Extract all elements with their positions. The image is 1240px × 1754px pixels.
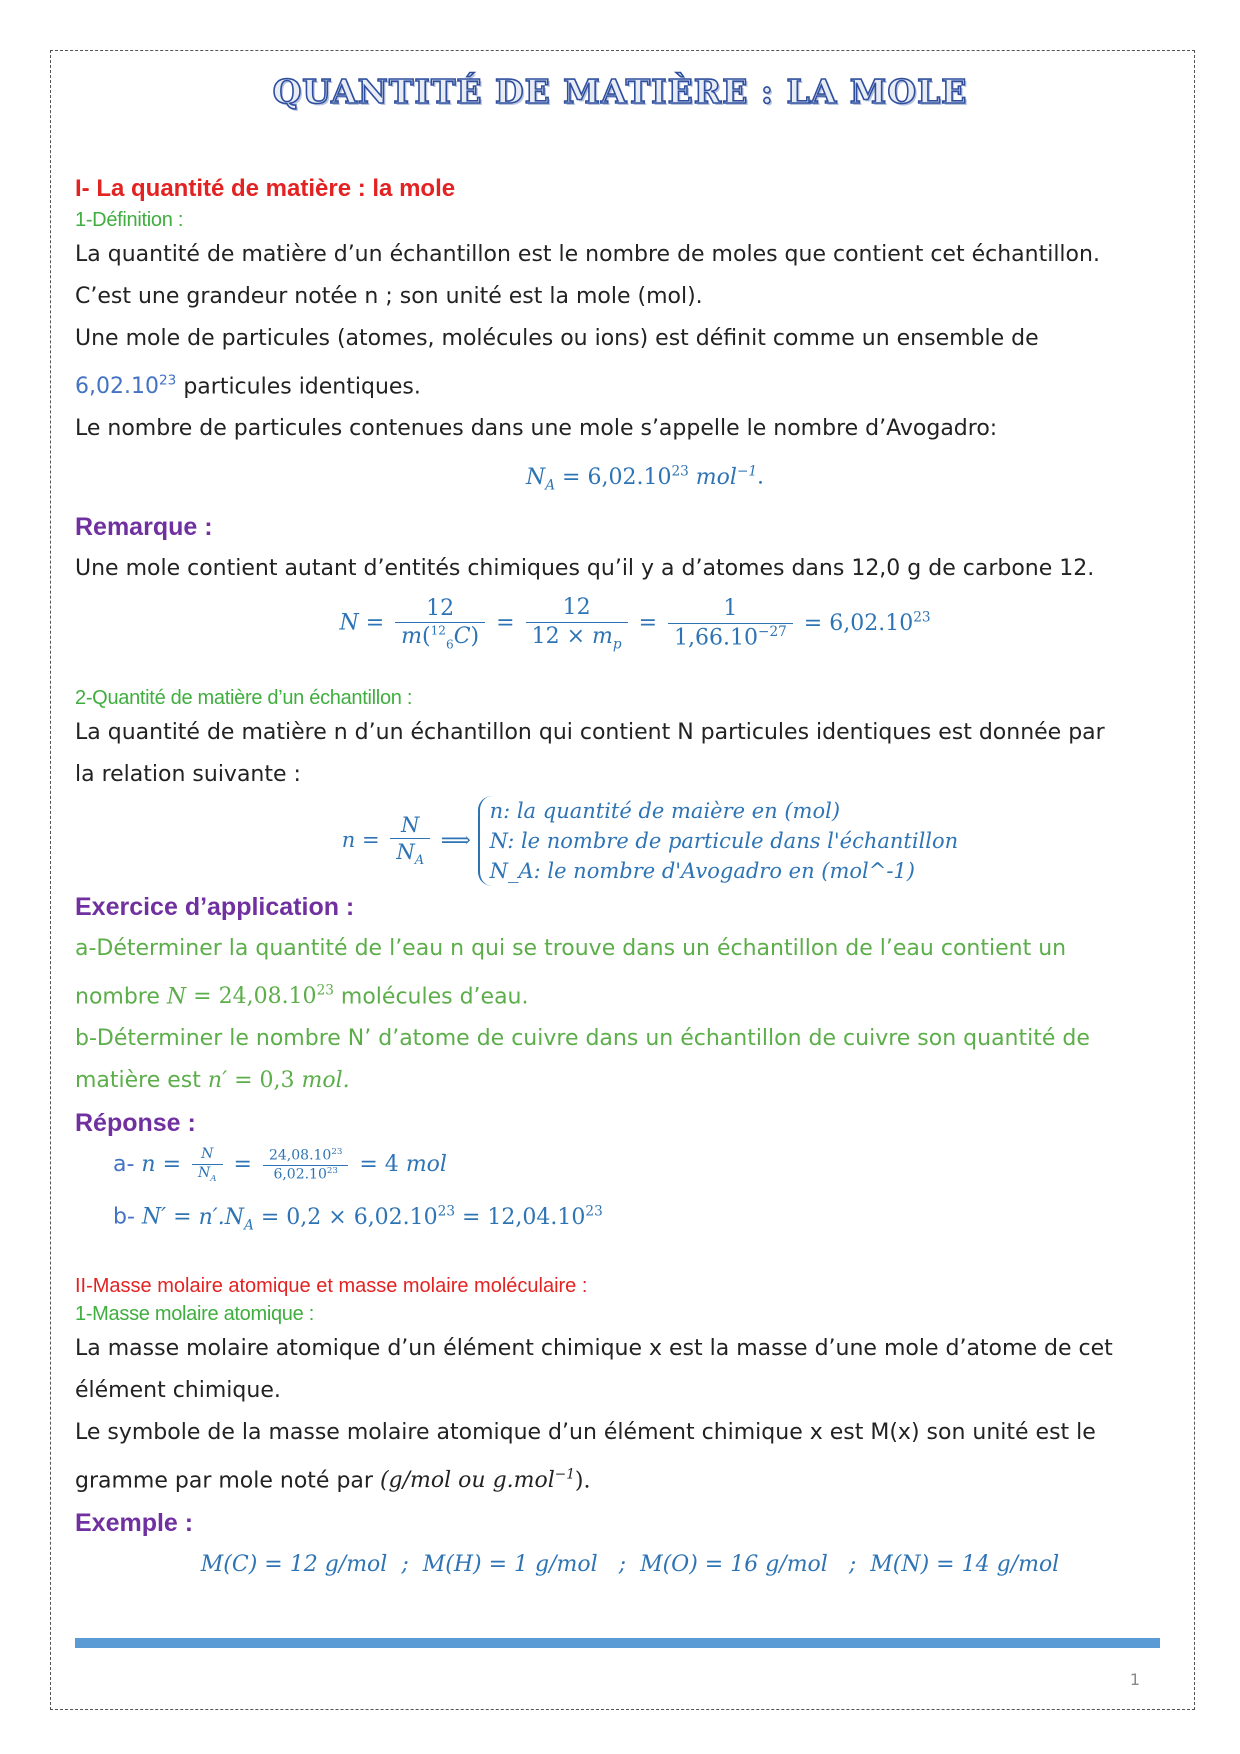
exercise-b-line-1: b-Déterminer le nombre N’ d’atome de cuivre dans un échantillon de cuivre son quantité de bbox=[75, 1026, 1090, 1052]
page-title: QUANTITÉ DE MATIÈRE : LA MOLE bbox=[272, 72, 968, 111]
remark-formula: N = $\frac{12}{m(^{12}_6C)}$ = $\frac{12}{12 \times m_p}$ = $\frac{1}{1,66.10^{-27}}$ = $6,02.10^{23}$ bbox=[339, 595, 931, 652]
formula-avogadro: $N_A = 6,02.10^{23}$ mol$^{-1}$. bbox=[525, 463, 765, 494]
answer-a: a- n = $\frac{N}{N_A}$ = $\frac{24,08.10^{23}}{6,02.10^{23}}$ = 4 mol bbox=[113, 1146, 447, 1184]
relation-line-n: n: la quantité de maière en (mol) bbox=[489, 799, 841, 824]
relation-formula: n = $\frac{N}{N_A}$ ⟹ n: la quantité de maière en (mol) N: le nombre de particule dans l'échantillon N_A: le nombre d'Avogadro en (mol^-1) bbox=[75, 796, 1165, 886]
example-oxygen: M(O) = 16 g/mol bbox=[640, 1552, 828, 1578]
section2-heading: II-Masse molaire atomique et masse molaire moléculaire : bbox=[75, 1275, 588, 1298]
definition-paragraph-2: C’est une grandeur notée n ; son unité est la mole (mol). bbox=[75, 284, 703, 309]
answer-b: b- $N' = n'.N_A = 0,2 \times 6,02.10^{23} = 12,04.10^{23}$ bbox=[113, 1203, 603, 1234]
exercise-b-line-2: matière est n′ = 0,3 mol. bbox=[75, 1068, 350, 1094]
page-content bbox=[75, 172, 1165, 1586]
exercise-heading: Exercice d’application : bbox=[75, 893, 355, 922]
subsection2-paragraph-1: La quantité de matière n d’un échantillon qui contient N particules identiques est donnée par bbox=[75, 720, 1105, 746]
relation-line-N: N: le nombre de particule dans l'échantillon bbox=[489, 829, 959, 854]
remark-heading: Remarque : bbox=[75, 513, 213, 542]
example-hydrogen: M(H) = 1 g/mol bbox=[422, 1552, 598, 1578]
subsection2-heading: 2-Quantité de matière d’un échantillon : bbox=[75, 687, 413, 710]
exercise-a-line-2: nombre $N = 24,08.10^{23}$ molécules d’eau. bbox=[75, 983, 529, 1010]
definition-paragraph-3: Une mole de particules (atomes, molécules ou ions) est définit comme un ensemble de bbox=[75, 326, 1039, 351]
example-nitrogen: M(N) = 14 g/mol bbox=[870, 1552, 1060, 1578]
answer-heading: Réponse : bbox=[75, 1109, 196, 1138]
footer-bar bbox=[75, 1638, 1160, 1648]
example-carbon: M(C) = 12 g/mol bbox=[200, 1552, 388, 1578]
section1-heading: I- La quantité de matière : la mole bbox=[75, 175, 456, 202]
definition-paragraph-4: 6,02.10$^{23}$ particules identiques. bbox=[75, 373, 421, 400]
relation-line-NA: N_A: le nombre d'Avogadro en (mol^-1) bbox=[489, 859, 915, 884]
relation-definitions bbox=[478, 796, 959, 886]
section2-paragraph-3: Le symbole de la masse molaire atomique d’un élément chimique x est M(x) son unité est le bbox=[75, 1420, 1096, 1446]
section2-paragraph-2: élément chimique. bbox=[75, 1378, 281, 1404]
remark-text: Une mole contient autant d’entités chimiques qu’il y a d’atomes dans 12,0 g de carbone 12. bbox=[75, 556, 1095, 582]
section2-paragraph-4: gramme par mole noté par (g/mol ou g.mol$^{-1}$). bbox=[75, 1467, 591, 1494]
example-list: M(C) = 12 g/mol ; M(H) = 1 g/mol ; M(O) = 16 g/mol ; M(N) = 14 g/mol bbox=[200, 1552, 1060, 1578]
example-heading: Exemple : bbox=[75, 1509, 194, 1538]
exercise-a-line-1: a-Déterminer la quantité de l’eau n qui se trouve dans un échantillon de l’eau contient un bbox=[75, 936, 1067, 962]
definition-heading: 1-Définition : bbox=[75, 209, 184, 231]
section2-paragraph-1: La masse molaire atomique d’un élément chimique x est la masse d’une mole d’atome de cet bbox=[75, 1336, 1113, 1362]
subsection2-paragraph-2: la relation suivante : bbox=[75, 762, 301, 788]
page-number: 1 bbox=[1129, 1670, 1140, 1689]
definition-paragraph-5: Le nombre de particules contenues dans une mole s’appelle le nombre d’Avogadro: bbox=[75, 416, 998, 442]
section2-sub1-heading: 1-Masse molaire atomique : bbox=[75, 1303, 314, 1326]
avogadro-value: 6,02.10$^{23}$ bbox=[75, 373, 177, 400]
definition-paragraph-1: La quantité de matière d’un échantillon est le nombre de moles que contient cet échantillon. bbox=[75, 242, 1100, 267]
